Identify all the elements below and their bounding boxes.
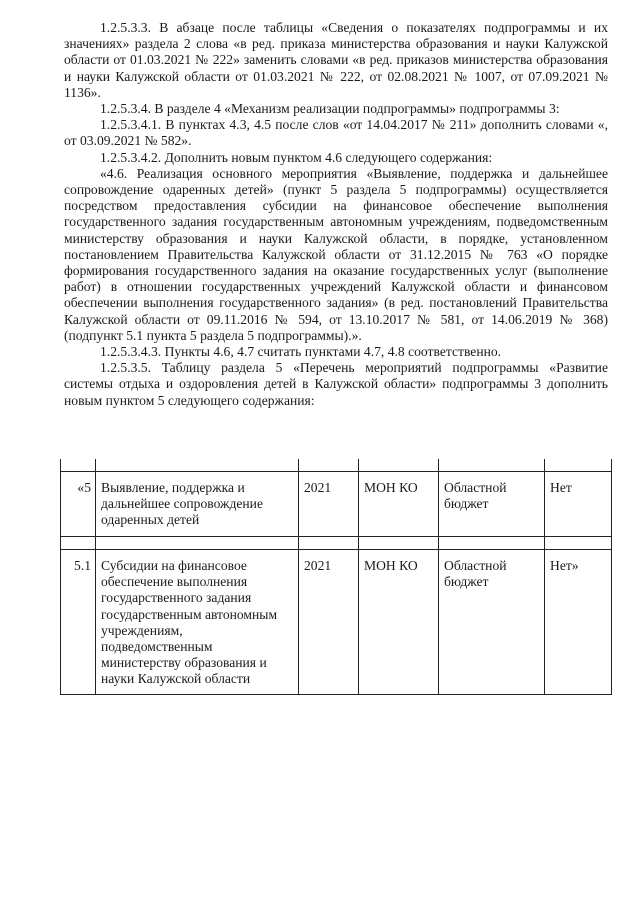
row-year: 2021 [299, 472, 359, 537]
paragraph-1-2-5-3-4-1: 1.2.5.3.4.1. В пунктах 4.3, 4.5 после слов «от 14.04.2017 № 211» дополнить словами «, от 03.09.2021 № 582». [64, 117, 608, 149]
table-row [61, 472, 612, 537]
paragraph-1-2-5-3-4-3: 1.2.5.3.4.3. Пункты 4.6, 4.7 считать пунктами 4.7, 4.8 соответственно. [100, 344, 502, 360]
row-number: «5 [61, 472, 96, 537]
paragraph-1-2-5-3-3: 1.2.5.3.3. В абзаце после таблицы «Сведения о показателях подпрограммы и их значениях» раздела 2 слова «в ред. приказа министерства образования и науки Калужской области от 01.03.2021 № 222» заменить словами «в ред. приказов министерства образования и науки Калужской области от 01.03.2021 № 222, от 02.08.2021 № 1007, от 07.09.2021 № 1136». [64, 20, 608, 100]
row-funding-source: Областной бюджет [439, 472, 545, 537]
row-amount: Нет [545, 472, 612, 537]
row-number: 5.1 [61, 550, 96, 695]
paragraph-1-2-5-3-4: 1.2.5.3.4. В разделе 4 «Механизм реализации подпрограммы» подпрограммы 3: [100, 101, 560, 117]
table-row [61, 550, 612, 695]
row-amount: Нет» [545, 550, 612, 695]
row-measure-name: Субсидии на финансовое обеспечение выполнения государственного задания государственным автономным учреждениям, подведомственным министерству образования и науки Калужской области [96, 550, 299, 695]
row-measure-name: Выявление, поддержка и дальнейшее сопровождение одаренных детей [96, 472, 299, 537]
paragraph-point-4-6: «4.6. Реализация основного мероприятия «Выявление, поддержка и дальнейшее сопровождение одаренных детей» (пункт 5 раздела 5 подпрограммы) осуществляется посредством предоставления субсидии на финансовое обеспечение выполнения государственного задания государственным автономным учреждениям, подведомственным министерству образования и науки Калужской области, в порядке, установленном постановлением Правительства Калужской области от 31.12.2015 № 763 «О порядке формирования государственного задания на оказание государственных услуг (выполнение работ) в отношении государственных учреждений Калужской области и финансовом обеспечении выполнения государственного задания» (в ред. постановлений Правительства Калужской области от 09.11.2016 № 594, от 13.10.2017 № 581, от 14.06.2019 № 368) (подпункт 5.1 пункта 5 раздела 5 подпрограммы).». [64, 165, 608, 343]
row-year: 2021 [299, 550, 359, 695]
row-executor: МОН КО [359, 472, 439, 537]
paragraph-1-2-5-3-4-2: 1.2.5.3.4.2. Дополнить новым пунктом 4.6 следующего содержания: [100, 149, 493, 165]
document-text [64, 20, 608, 409]
table-row-spacer [61, 537, 612, 550]
row-funding-source: Областной бюджет [439, 550, 545, 695]
table-top-spacer [61, 459, 612, 472]
measures-table [60, 459, 612, 695]
paragraph-1-2-5-3-5: 1.2.5.3.5. Таблицу раздела 5 «Перечень мероприятий подпрограммы «Развитие системы отдыха и оздоровления детей в Калужской области» подпрограммы 3 дополнить новым пунктом 5 следующего содержания: [64, 360, 608, 408]
row-executor: МОН КО [359, 550, 439, 695]
